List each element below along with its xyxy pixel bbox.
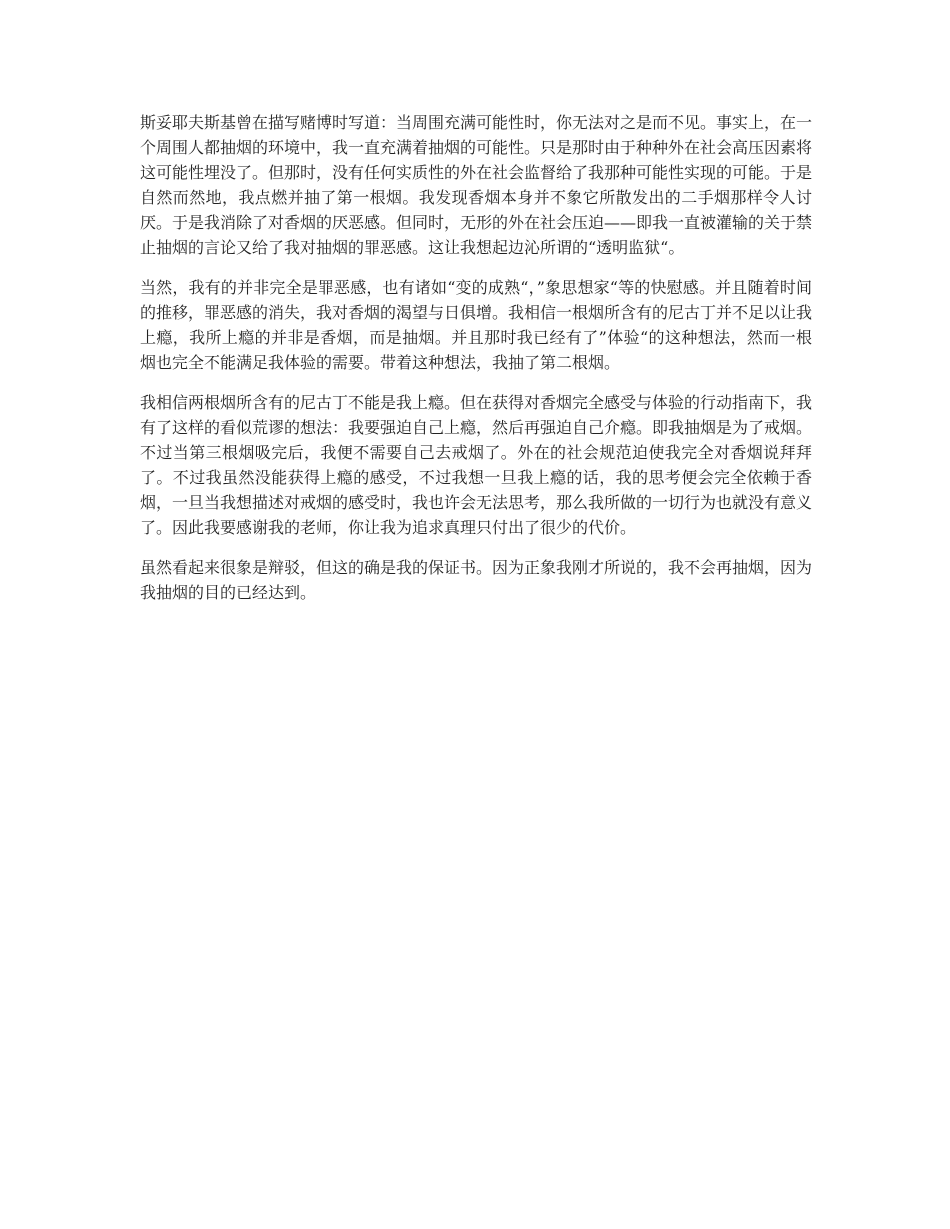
paragraph-2: 当然，我有的并非完全是罪恶感，也有诸如“变的成熟“，”象思想家“等的快慰感。并且随着时间的推移，罪恶感的消失，我对香烟的渴望与日俱增。我相信一根烟所含有的尼古丁并不足以让我上瘾，我所上瘾的并非是香烟，而是抽烟。并且那时我已经有了”体验“的这种想法，然而一根烟也完全不能满足我体验的需要。带着这种想法，我抽了第二根烟。	[140, 278, 813, 372]
paragraph-4: 虽然看起来很象是辩驳，但这的确是我的保证书。因为正象我刚才所说的，我不会再抽烟，因为我抽烟的目的已经达到。	[140, 558, 813, 602]
paragraph-1: 斯妥耶夫斯基曾在描写赌博时写道：当周围充满可能性时，你无法对之是而不见。事实上，在一个周围人都抽烟的环境中，我一直充满着抽烟的可能性。只是那时由于种种外在社会高压因素将这可能性埋没了。但那时，没有任何实质性的外在社会监督给了我那种可能性实现的可能。于是自然而然地，我点燃并抽了第一根烟。我发现香烟本身并不象它所散发出的二手烟那样令人讨厌。于是我消除了对香烟的厌恶感。但同时，无形的外在社会压迫——即我一直被灌输的关于禁止抽烟的言论又给了我对抽烟的罪恶感。这让我想起边沁所谓的“透明监狱“。	[140, 113, 813, 257]
document-body	[140, 110, 812, 620]
paragraph-3: 我相信两根烟所含有的尼古丁不能是我上瘾。但在获得对香烟完全感受与体验的行动指南下，我有了这样的看似荒谬的想法：我要强迫自己上瘾，然后再强迫自己介瘾。即我抽烟是为了戒烟。不过当第三根烟吸完后，我便不需要自己去戒烟了。外在的社会规范迫使我完全对香烟说拜拜了。不过我虽然没能获得上瘾的感受，不过我想一旦我上瘾的话，我的思考便会完全依赖于香烟，一旦当我想描述对戒烟的感受时，我也许会无法思考，那么我所做的一切行为也就没有意义了。因此我要感谢我的老师，你让我为追求真理只付出了很少的代价。	[140, 393, 813, 537]
